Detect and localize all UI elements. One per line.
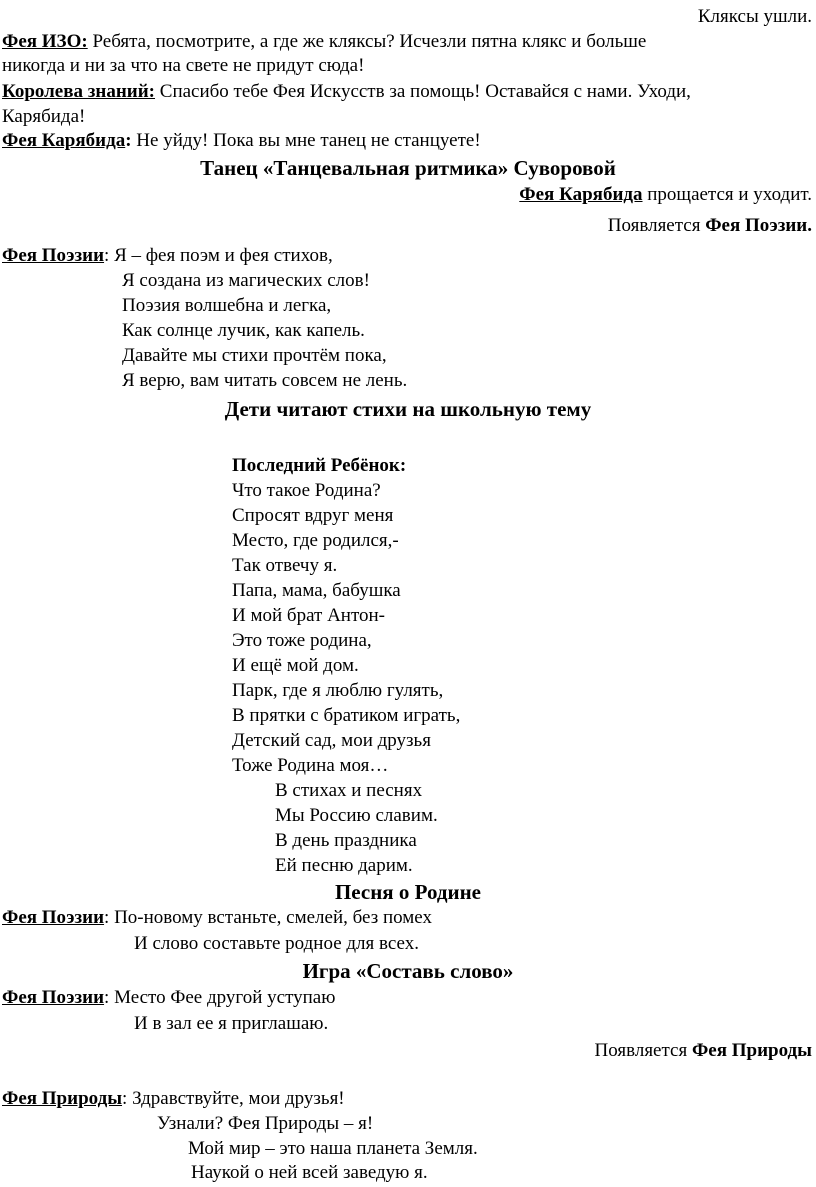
verse-line: Спросят вдруг меня	[232, 505, 394, 526]
speaker-name: Фея Поэзии	[2, 987, 105, 1008]
verse-line: Это тоже родина,	[232, 630, 372, 651]
verse-line: И ещё мой дом.	[232, 655, 359, 676]
speaker-colon: :	[125, 130, 132, 151]
verse-line: : Здравствуйте, мои друзья!	[122, 1088, 345, 1109]
dialog-text: Ребята, посмотрите, а где же кляксы? Исчезли пятна клякс и больше	[87, 31, 647, 52]
verse-line: Мы Россию славим.	[275, 805, 438, 826]
speaker-name: Фея Карябида	[519, 184, 643, 205]
verse-line: : Место Фее другой уступаю	[104, 987, 336, 1008]
stage-direction	[595, 1040, 812, 1062]
poetry-line	[2, 907, 432, 929]
poetry-line	[2, 245, 333, 267]
verse-line: Место, где родился,-	[232, 530, 399, 551]
stage-note-blots-gone: Кляксы ушли.	[697, 6, 812, 27]
verse-line: Парк, где я люблю гулять,	[232, 680, 444, 701]
verse-line: Детский сад, мои друзья	[232, 730, 431, 751]
heading-poems: Дети читают стихи на школьную тему	[224, 397, 592, 421]
verse-line: Поэзия волшебна и легка,	[122, 295, 332, 316]
stage-text: Появляется	[594, 1040, 692, 1061]
dialog-continuation: Карябида!	[2, 106, 86, 127]
speaker-name: Фея ИЗО:	[2, 31, 88, 52]
verse-line: Так отвечу я.	[232, 555, 338, 576]
verse-line: И мой брат Антон-	[232, 605, 386, 626]
verse-line: Давайте мы стихи прочтём пока,	[122, 345, 387, 366]
speaker-name: Фея Природы	[2, 1088, 123, 1109]
heading-dance: Танец «Танцевальная ритмика» Суворовой	[200, 156, 616, 180]
verse-line: Я создана из магических слов!	[122, 270, 370, 291]
dialog-line	[2, 130, 481, 152]
verse-line: Что такое Родина?	[232, 480, 381, 501]
dialog-text: Спасибо тебе Фея Искусств за помощь! Оставайся с нами. Уходи,	[155, 81, 691, 102]
heading-song: Песня о Родине	[334, 880, 482, 904]
speaker-name: Королева знаний:	[2, 81, 156, 102]
stage-text: прощается и уходит.	[642, 184, 812, 205]
speaker-name: Фея Поэзии.	[705, 215, 812, 236]
heading-game: Игра «Составь слово»	[302, 959, 514, 983]
verse-line: Наукой о ней всей заведую я.	[191, 1162, 428, 1183]
speaker-name: Фея Природы	[691, 1040, 812, 1061]
dialog-continuation: никогда и ни за что на свете не придут сюда!	[2, 55, 365, 76]
verse-line: Папа, мама, бабушка	[232, 580, 401, 601]
verse-line: Мой мир – это наша планета Земля.	[188, 1138, 478, 1159]
speaker-name: Фея Карябида	[2, 130, 126, 151]
nature-line	[2, 1088, 345, 1110]
stage-direction	[608, 215, 812, 237]
verse-line: Ей песню дарим.	[275, 855, 413, 876]
verse-line: Узнали? Фея Природы – я!	[157, 1113, 374, 1134]
speaker-name: Фея Поэзии	[2, 907, 105, 928]
verse-line: Я верю, вам читать совсем не лень.	[122, 370, 408, 391]
child-poem-title: Последний Ребёнок:	[232, 455, 407, 476]
poetry-line	[2, 987, 335, 1009]
verse-line: : Я – фея поэм и фея стихов,	[104, 245, 333, 266]
verse-line: Как солнце лучик, как капель.	[122, 320, 365, 341]
verse-line: : По-новому встаньте, смелей, без помех	[104, 907, 432, 928]
verse-line: В день праздника	[275, 830, 417, 851]
verse-line: И слово составьте родное для всех.	[134, 933, 419, 954]
dialog-line	[2, 31, 646, 53]
dialog-text: Не уйду! Пока вы мне танец не станцуете!	[131, 130, 481, 151]
verse-line: И в зал ее я приглашаю.	[134, 1013, 329, 1034]
speaker-name: Фея Поэзии	[2, 245, 105, 266]
dialog-line	[2, 81, 691, 103]
stage-direction	[519, 184, 812, 206]
stage-text: Появляется	[607, 215, 706, 236]
verse-line: В прятки с братиком играть,	[232, 705, 461, 726]
verse-line: Тоже Родина моя…	[232, 755, 389, 776]
verse-line: В стихах и песнях	[275, 780, 423, 801]
